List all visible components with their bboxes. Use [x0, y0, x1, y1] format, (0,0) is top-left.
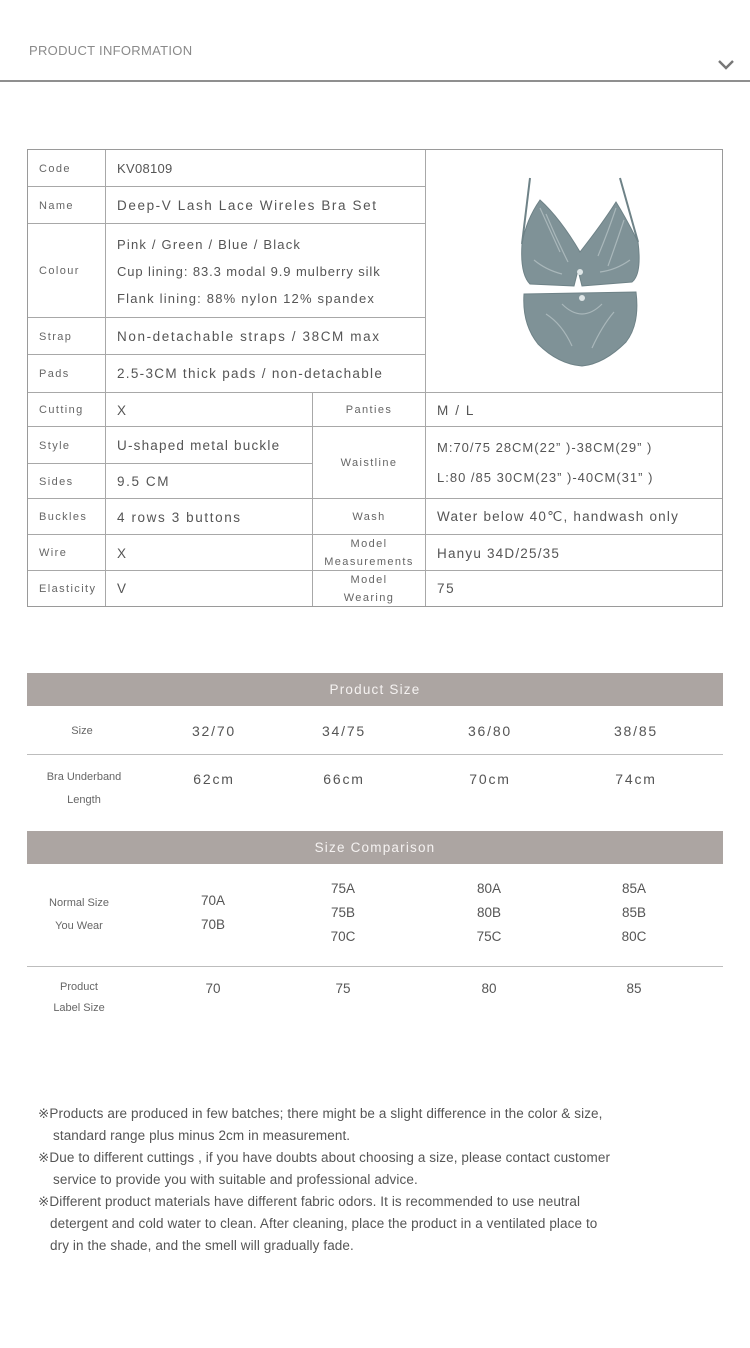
size-value: 32/70	[191, 723, 237, 739]
row-divider	[27, 754, 723, 755]
sides-value: 9.5 CM	[117, 474, 171, 489]
cutting-label: Cutting	[39, 404, 84, 416]
note-line: detergent and cold water to clean. After cleaning, place the product in a ventilated place to	[50, 1216, 598, 1231]
normal-size-cell	[293, 877, 393, 949]
note-line: ※Different product materials have different fabric odors. It is recommended to use neutral	[38, 1194, 581, 1209]
style-label: Style	[39, 439, 71, 452]
normal-size-value: 70A	[200, 893, 226, 908]
size-label: Size	[71, 725, 93, 737]
underband-value: 70cm	[469, 771, 511, 787]
spec-table	[27, 149, 723, 607]
colour-label: Colour	[39, 265, 80, 277]
note-line: standard range plus minus 2cm in measurement.	[53, 1128, 351, 1143]
label-size-label	[27, 977, 131, 1019]
colour-value	[106, 224, 425, 318]
label-size-value: 70	[205, 981, 221, 996]
underband-label-line: Length	[67, 794, 101, 806]
normal-size-value: 85A	[621, 881, 647, 896]
waistline-label: Waistline	[340, 457, 398, 469]
normal-size-value: 80C	[621, 929, 647, 944]
normal-size-cell	[439, 877, 539, 949]
wash-label: Wash	[352, 511, 386, 523]
code-label: Code	[39, 162, 71, 175]
colour-line: Cup lining: 83.3 modal 9.9 mulberry silk	[117, 263, 381, 279]
normal-size-value: 70C	[330, 929, 356, 944]
underband-value: 66cm	[323, 771, 365, 787]
label-size-value: 75	[335, 981, 351, 996]
model-measurements-value: Hanyu 34D/25/35	[437, 545, 561, 561]
model-wearing-label-line: Wearing	[343, 591, 395, 604]
style-value: U-shaped metal buckle	[117, 438, 281, 453]
waistline-line: L:80 /85 30CM(23” )-40CM(31” )	[437, 470, 654, 485]
note-line: dry in the shade, and the smell will gradually fade.	[50, 1238, 354, 1253]
normal-size-label-line: You Wear	[55, 920, 103, 932]
strap-value: Non-detachable straps / 38CM max	[117, 329, 381, 344]
normal-size-value: 75C	[476, 929, 502, 944]
strap-label: Strap	[39, 330, 73, 343]
normal-size-value: 80A	[476, 881, 502, 896]
model-wearing-label-line: Model	[350, 573, 388, 586]
underband-label	[27, 766, 141, 812]
size-value: 36/80	[467, 723, 513, 739]
size-comparison-header: Size Comparison	[27, 831, 723, 864]
underband-value: 74cm	[615, 771, 657, 787]
model-measurements-label-line: Model	[350, 538, 388, 550]
label-size-value: 85	[626, 981, 642, 996]
note-line: ※Products are produced in few batches; there might be a slight difference in the color & size,	[38, 1106, 603, 1121]
model-wearing-label	[313, 571, 425, 606]
elasticity-value: V	[117, 581, 128, 596]
name-value: Deep-V Lash Lace Wireles Bra Set	[117, 198, 378, 213]
wash-value: Water below 40℃, handwash only	[437, 509, 680, 524]
panties-value: M / L	[437, 402, 476, 418]
underband-label-line: Bra Underband	[46, 771, 122, 783]
name-label: Name	[39, 199, 74, 212]
colour-line: Pink / Green / Blue / Black	[117, 236, 302, 252]
wire-label: Wire	[39, 547, 68, 559]
waistline-line: M:70/75 28CM(22” )-38CM(29” )	[437, 440, 653, 455]
normal-size-cell	[584, 877, 684, 949]
label-size-label-line: Label Size	[53, 1002, 105, 1014]
size-value: 38/85	[613, 723, 659, 739]
product-image	[516, 174, 666, 370]
wire-value: X	[117, 545, 128, 561]
pads-value: 2.5-3CM thick pads / non-detachable	[117, 366, 384, 381]
normal-size-value: 75B	[330, 905, 356, 920]
note-line: service to provide you with suitable and professional advice.	[53, 1172, 418, 1187]
normal-size-label-line: Normal Size	[49, 897, 109, 909]
panties-label: Panties	[345, 404, 393, 416]
waistline-value	[426, 427, 722, 499]
label-size-label-line: Product	[60, 981, 98, 993]
buckles-value: 4 rows 3 buttons	[117, 509, 242, 525]
normal-size-label	[27, 892, 131, 938]
underband-value: 62cm	[193, 771, 235, 787]
normal-size-value: 80B	[476, 905, 502, 920]
note-line: ※Due to different cuttings , if you have doubts about choosing a size, please contact customer	[38, 1150, 611, 1165]
elasticity-label: Elasticity	[39, 582, 97, 595]
section-title: PRODUCT INFORMATION	[29, 43, 193, 58]
size-value: 34/75	[321, 723, 367, 739]
normal-size-value: 70B	[200, 917, 226, 932]
model-measurements-label	[313, 535, 425, 571]
header-divider	[0, 80, 750, 82]
row-divider	[27, 966, 723, 967]
colour-line: Flank lining: 88% nylon 12% spandex	[117, 290, 376, 306]
model-wearing-value: 75	[437, 581, 456, 596]
model-measurements-label-line: Measurements	[324, 556, 414, 568]
normal-size-value: 75A	[330, 881, 356, 896]
normal-size-cell	[163, 889, 263, 937]
sides-label: Sides	[39, 475, 74, 488]
code-value: KV08109	[117, 161, 173, 176]
buckles-label: Buckles	[39, 511, 88, 523]
normal-size-value: 85B	[621, 905, 647, 920]
care-notes	[38, 1103, 728, 1257]
label-size-value: 80	[481, 981, 497, 996]
pads-label: Pads	[39, 367, 70, 380]
cutting-value: X	[117, 402, 128, 418]
chevron-down-icon[interactable]	[716, 57, 736, 71]
product-size-header: Product Size	[27, 673, 723, 706]
